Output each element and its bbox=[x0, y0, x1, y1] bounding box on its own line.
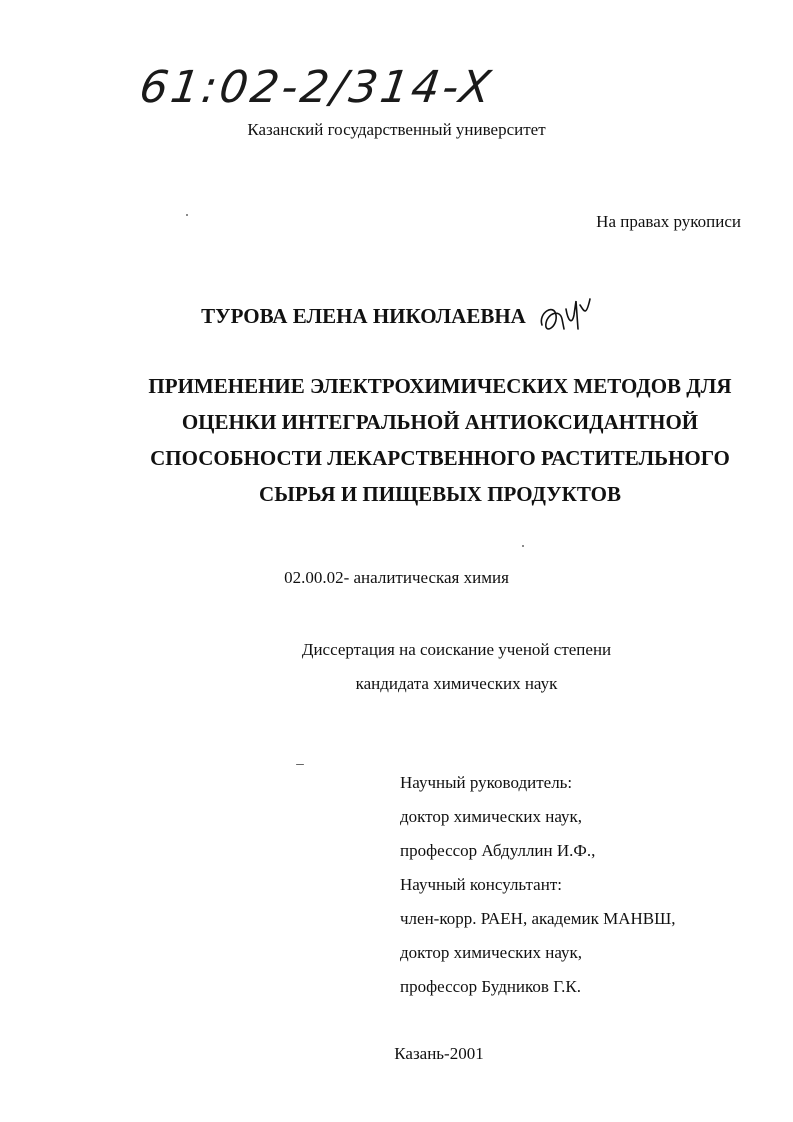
signature-icon bbox=[536, 295, 592, 344]
author-name: ТУРОВА ЕЛЕНА НИКОЛАЕВНА bbox=[201, 304, 526, 329]
university-name: Казанский государственный университет bbox=[247, 120, 546, 139]
handwritten-catalog-code: 61:02-2/314-X bbox=[136, 62, 497, 113]
advisor-line: доктор химических наук, bbox=[400, 807, 583, 826]
advisors-block bbox=[400, 766, 676, 1004]
dissertation-title bbox=[80, 368, 793, 512]
title-line: ПРИМЕНЕНИЕ ЭЛЕКТРОХИМИЧЕСКИХ МЕТОДОВ ДЛЯ bbox=[148, 374, 732, 398]
rights-note: На правах рукописи bbox=[596, 212, 741, 231]
advisor-line: профессор Абдуллин И.Ф., bbox=[400, 841, 596, 860]
title-line: СПОСОБНОСТИ ЛЕКАРСТВЕННОГО РАСТИТЕЛЬНОГО bbox=[150, 446, 730, 470]
degree-line: Диссертация на соискание ученой степени bbox=[301, 640, 612, 659]
advisor-line: доктор химических наук, bbox=[400, 943, 583, 962]
specialty: 02.00.02- аналитическая химия bbox=[284, 568, 509, 587]
advisor-line: профессор Будников Г.К. bbox=[400, 977, 581, 996]
title-line: СЫРЬЯ И ПИЩЕВЫХ ПРОДУКТОВ bbox=[259, 482, 621, 506]
place-year: Казань-2001 bbox=[394, 1044, 484, 1063]
advisor-line: член-корр. РАЕН, академик МАНВШ, bbox=[400, 909, 676, 928]
scan-speck bbox=[522, 545, 524, 547]
scan-speck bbox=[186, 214, 188, 216]
title-line: ОЦЕНКИ ИНТЕГРАЛЬНОЙ АНТИОКСИДАНТНОЙ bbox=[181, 410, 699, 434]
degree-statement bbox=[60, 633, 793, 701]
degree-line: кандидата химических наук bbox=[355, 674, 558, 693]
scan-speck bbox=[296, 764, 304, 765]
author-row bbox=[0, 295, 793, 344]
advisor-line: Научный руководитель: bbox=[400, 773, 573, 792]
advisor-line: Научный консультант: bbox=[400, 875, 562, 894]
